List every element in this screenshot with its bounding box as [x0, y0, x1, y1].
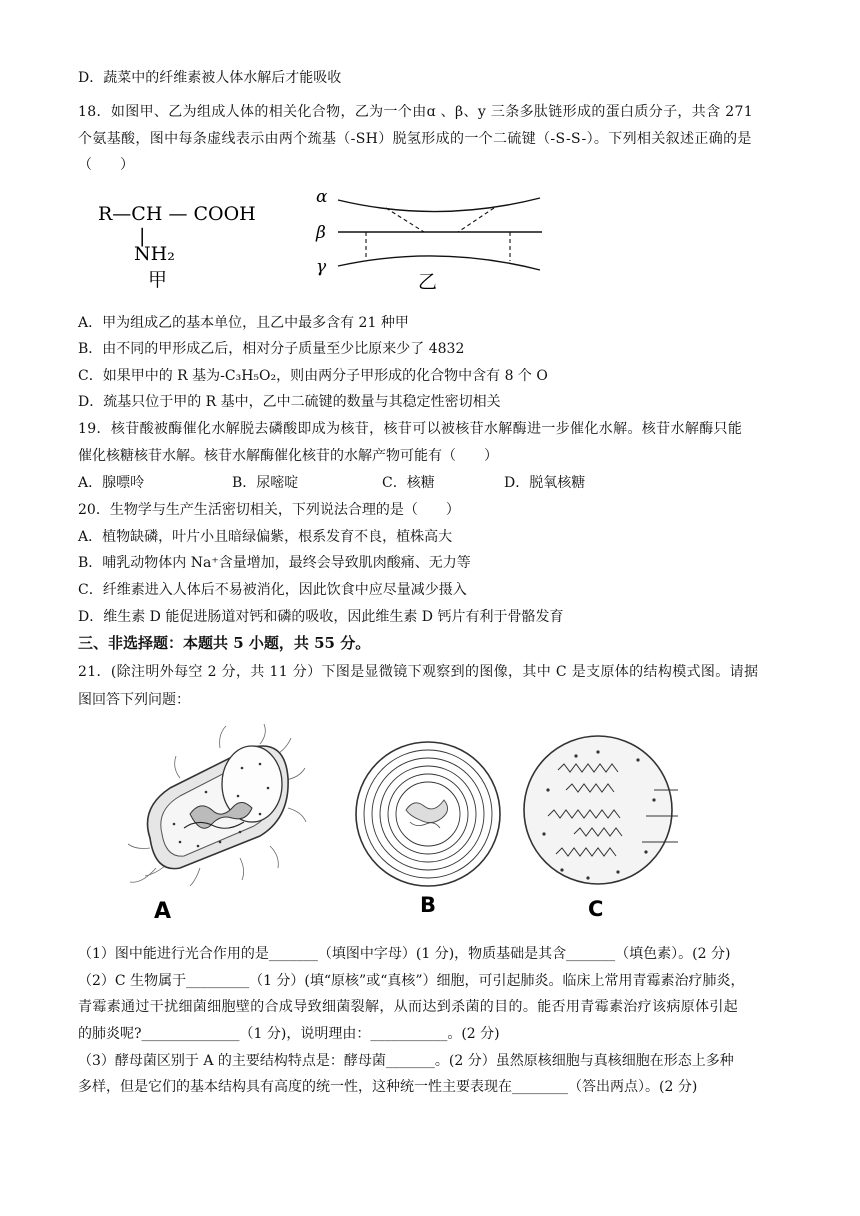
- q18-option-a: A．甲为组成乙的基本单位，且乙中最多含有 21 种甲: [78, 315, 409, 331]
- q20-option-b: B．哺乳动物体内 Na⁺含量增加，最终会导致肌肉酸痛、无力等: [78, 555, 471, 571]
- q21-part2-line1: （2）C 生物属于_________（1 分）(填“原核”或“真核”）细胞，可引起肺炎。临床上常用青霉素治疗肺炎，: [78, 973, 745, 989]
- q19-option-b: B．尿嘧啶: [232, 475, 299, 491]
- q21-figure-b: [348, 738, 508, 918]
- q19-stem-line1: 19．核苷酸被酶催化水解脱去磷酸即成为核苷，核苷可以被核苷水解酶进一步催化水解。核苷水解酶只能: [78, 421, 743, 437]
- q21-part3-line1: （3）酵母菌区别于 A 的主要结构特点是：酵母菌_______。(2 分）虽然原核细胞与真核细胞在形态上多种: [78, 1053, 734, 1069]
- q21-part2-line2: 青霉素通过干扰细菌细胞壁的合成导致细菌裂解，从而达到杀菌的目的。能否用青霉素治疗该病原体引起: [78, 999, 739, 1015]
- beta-chain-label: β: [316, 223, 326, 243]
- disulfide-bond-2: [458, 208, 494, 232]
- q18-stem-line2: 个氨基酸，图中每条虚线表示由两个巯基（-SH）脱氢形成的一个二硫键（-S-S-）。下列相关叙述正确的是: [78, 131, 752, 147]
- gamma-chain-line: [338, 256, 540, 270]
- q20-option-a: A．植物缺磷，叶片小且暗绿偏紫，根系发育不良，植株高大: [78, 529, 453, 545]
- jia-label: 甲: [148, 269, 168, 291]
- q20-stem: 20．生物学与生产生活密切相关，下列说法合理的是（ ）: [78, 502, 460, 518]
- figure-label-a: A: [154, 899, 172, 923]
- q21-stem-line2: 图回答下列问题：: [78, 692, 190, 708]
- q21-stem-line1: 21．(除注明外每空 2 分，共 11 分）下图是显微镜下观察到的图像，其中 C 是支原体的结构模式图。请据: [78, 664, 759, 680]
- figure-label-b: B: [420, 893, 437, 917]
- q20-option-d: D．维生素 D 能促进肠道对钙和磷的吸收，因此维生素 D 钙片有利于骨骼发育: [78, 609, 564, 625]
- q19-option-a: A．腺嘌呤: [78, 475, 145, 491]
- q18-stem-line3: （ ）: [78, 157, 134, 173]
- q19-stem-line2: 催化核糖核苷水解。核苷水解酶催化核苷的水解产物可能有（ ）: [78, 448, 498, 464]
- figure-label-c: C: [588, 897, 604, 921]
- q18-figure-jia: [92, 192, 292, 292]
- q21-part1: （1）图中能进行光合作用的是_______（填图中字母）(1 分)，物质基础是其含_______（填色素）。(2 分): [78, 946, 731, 962]
- q21-figure-c: [518, 730, 688, 922]
- q18-figure-yi: [308, 184, 548, 294]
- alpha-chain-label: α: [316, 187, 328, 207]
- nucleoid-center: [406, 800, 448, 823]
- q19-option-d: D．脱氧核糖: [504, 475, 586, 491]
- q19-option-c: C．核糖: [382, 475, 435, 491]
- q18-option-c: C．如果甲中的 R 基为-C₃H₅O₂，则由两分子甲形成的化合物中含有 8 个 O: [78, 368, 548, 384]
- q21-part3-line2: 多样，但是它们的基本结构具有高度的统一性，这种统一性主要表现在________（答出两点）。(2 分): [78, 1079, 698, 1095]
- amino-acid-bond-bar: |: [139, 225, 146, 247]
- q18-option-d: D．巯基只位于甲的 R 基中，乙中二硫键的数量与其稳定性密切相关: [78, 394, 501, 410]
- q18-stem-line1: 18．如图甲、乙为组成人体的相关化合物，乙为一个由ɑ 、β、y 三条多肽链形成的蛋白质分子，共含 271: [78, 104, 754, 120]
- q20-option-c: C．纤维素进入人体后不易被消化，因此饮食中应尽量减少摄入: [78, 582, 467, 598]
- dna-strand: [410, 822, 440, 828]
- amino-group-text: NH₂: [134, 243, 175, 265]
- q18-option-b: B．由不同的甲形成乙后，相对分子质量至少比原来少了 4832: [78, 341, 465, 357]
- amino-acid-formula-text: R—CH — COOH: [98, 203, 256, 225]
- alpha-chain-line: [338, 198, 540, 212]
- yi-label: 乙: [418, 271, 438, 293]
- q21-figure-a: [120, 718, 310, 923]
- gamma-chain-label: γ: [316, 257, 327, 277]
- section-3-heading: 三、非选择题：本题共 5 小题，共 55 分。: [78, 634, 371, 652]
- q17-option-d: D．蔬菜中的纤维素被人体水解后才能吸收: [78, 70, 342, 86]
- cell-membrane-outline: [524, 736, 672, 884]
- q21-part2-line3: 的肺炎呢?______________（1 分)，说明理由：___________。(2 分): [78, 1026, 500, 1042]
